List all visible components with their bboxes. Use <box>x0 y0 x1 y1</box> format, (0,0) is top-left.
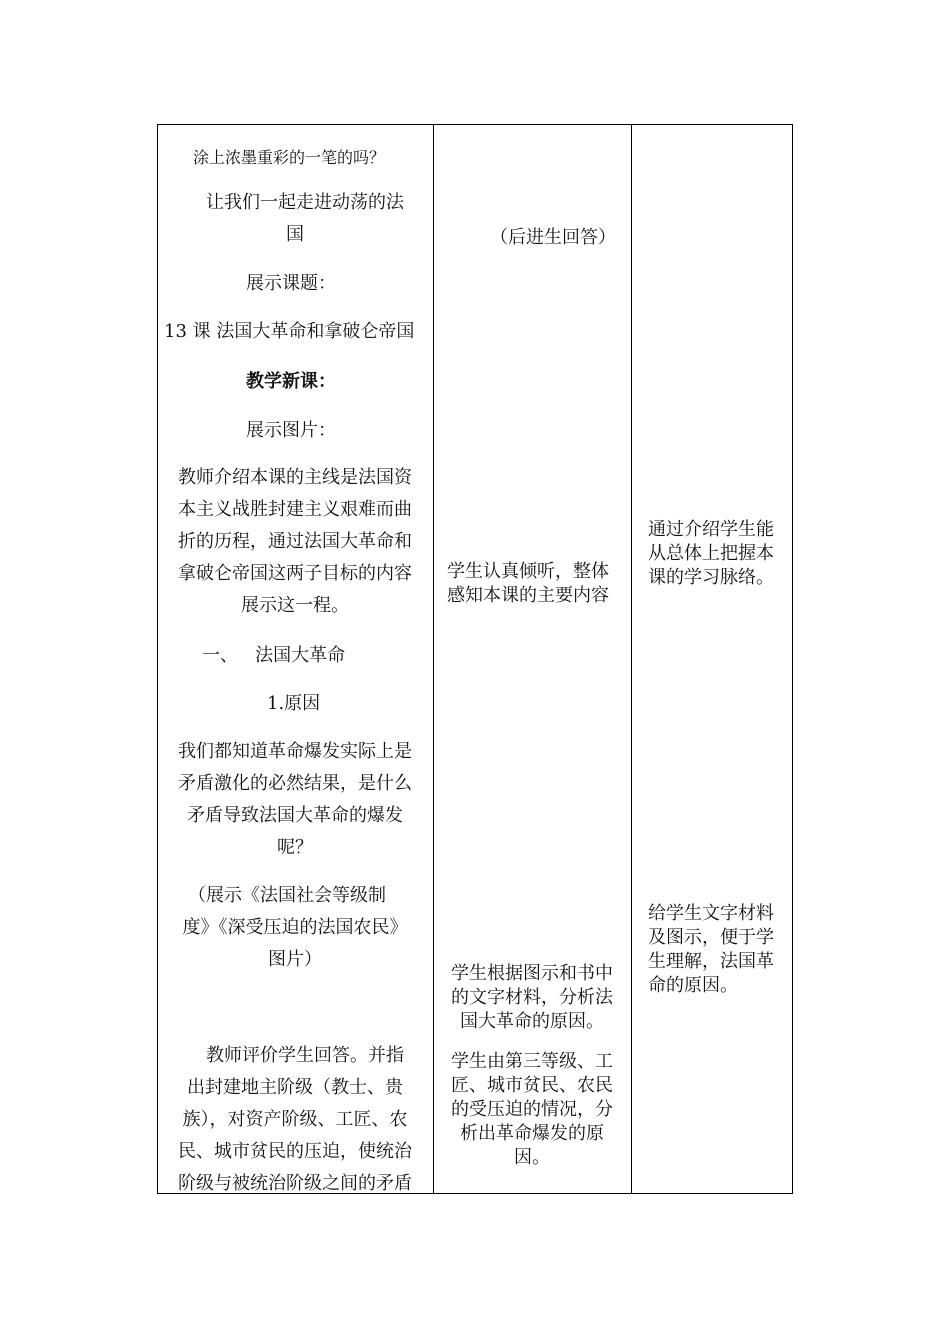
paragraph-line: 我们都知道革命爆发实际上是 <box>178 741 412 762</box>
student-activity-line: 的受压迫的情况，分 <box>451 1099 613 1120</box>
paragraph-line: 教师介绍本课的主线是法国资 <box>178 467 412 488</box>
lesson-title: 13 课 法国大革命和拿破仑帝国 <box>164 321 415 342</box>
paragraph-line: 呢？ <box>277 837 313 858</box>
paragraph-line: 本主义战胜封建主义艰难而曲 <box>178 499 412 520</box>
paragraph-line: 出封建地主阶级（教士、贵 <box>187 1077 403 1098</box>
column-divider-1 <box>433 125 434 1193</box>
design-intent-line: 及图示，便于学 <box>648 927 774 948</box>
paragraph-line: 矛盾激化的必然结果，是什么 <box>178 773 412 794</box>
paragraph-line: 折的历程，通过法国大革命和 <box>178 531 412 552</box>
text-line: 展示图片： <box>246 420 336 441</box>
paragraph-line: 图片） <box>268 949 322 970</box>
section-heading: 教学新课： <box>246 371 336 392</box>
section-heading: 一、 法国大革命 <box>202 645 346 666</box>
student-answer: （后进生回答） <box>490 227 616 248</box>
column-divider-2 <box>631 125 632 1193</box>
design-intent-line: 给学生文字材料 <box>648 903 774 924</box>
student-activity-line: 感知本课的主要内容 <box>447 585 609 606</box>
design-intent-line: 通过介绍学生能 <box>648 519 774 540</box>
text-line: 展示课题： <box>246 273 336 294</box>
design-intent-line: 课的学习脉络。 <box>648 567 774 588</box>
paragraph-line: 族），对资产阶级、工匠、农 <box>182 1109 408 1130</box>
design-intent-line: 命的原因。 <box>648 975 738 996</box>
paragraph-line: 展示这一程。 <box>241 595 349 616</box>
student-activity-line: 学生根据图示和书中 <box>451 963 613 984</box>
text-line: 涂上浓墨重彩的一笔的吗？ <box>193 148 386 167</box>
paragraph-line: 民、城市贫民的压迫，使统治 <box>178 1141 412 1162</box>
student-activity-line: 因。 <box>514 1147 550 1168</box>
text-line: 让我们一起走进动荡的法 <box>206 192 404 213</box>
student-activity-line: 学生由第三等级、工 <box>451 1051 613 1072</box>
paragraph-line: 度》《深受压迫的法国农民》 <box>182 917 408 938</box>
paragraph-line: 阶级与被统治阶级之间的矛盾 <box>178 1173 412 1194</box>
text-line: 国 <box>286 224 304 245</box>
student-activity-line: 国大革命的原因。 <box>460 1011 604 1032</box>
paragraph-line: 拿破仑帝国这两子目标的内容 <box>178 563 412 584</box>
design-intent-line: 生理解，法国革 <box>648 951 774 972</box>
student-activity-line: 析出革命爆发的原 <box>460 1123 604 1144</box>
subsection-heading: 1.原因 <box>267 693 321 714</box>
paragraph-line: （展示《法国社会等级制 <box>188 885 386 906</box>
design-intent-line: 从总体上把握本 <box>648 543 774 564</box>
student-activity-line: 的文字材料，分析法 <box>451 987 613 1008</box>
student-activity-line: 学生认真倾听，整体 <box>447 561 609 582</box>
student-activity-line: 匠、城市贫民、农民 <box>451 1075 613 1096</box>
paragraph-line: 矛盾导致法国大革命的爆发 <box>187 805 403 826</box>
paragraph-line: 教师评价学生回答。并指 <box>206 1045 404 1066</box>
